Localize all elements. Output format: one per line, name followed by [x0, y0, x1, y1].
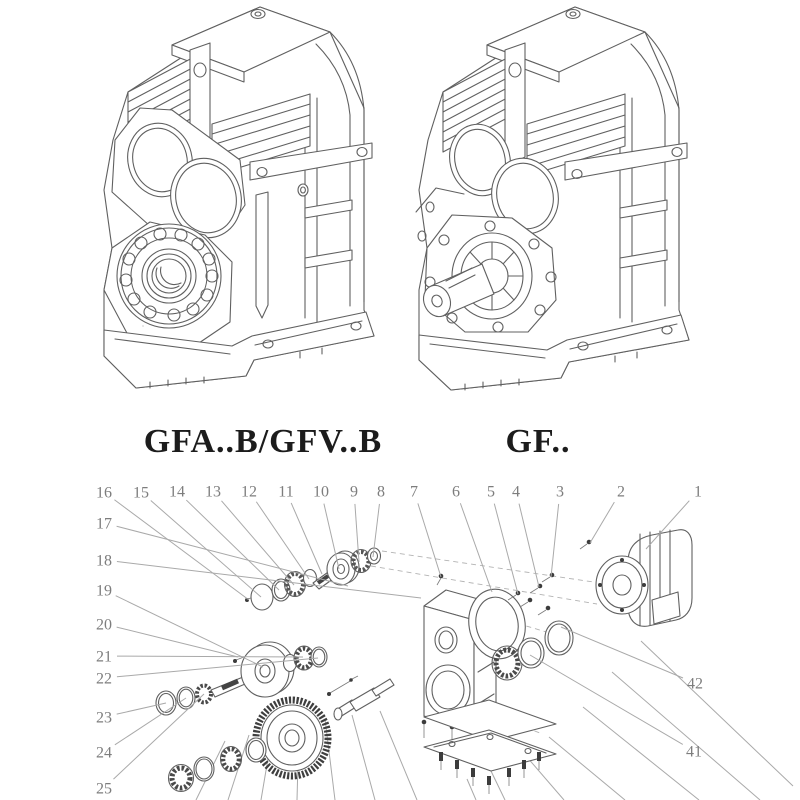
leader-line-12: [256, 502, 309, 579]
callout-number-11: 11: [278, 483, 294, 501]
callout-number-12: 12: [241, 483, 257, 501]
callout-number-21: 21: [96, 648, 112, 666]
callout-number-1: 1: [694, 483, 702, 501]
end-cap: [251, 584, 273, 610]
callout-number-5: 5: [487, 483, 495, 501]
callout-number-6: 6: [452, 483, 460, 501]
callout-number-9: 9: [350, 483, 358, 501]
leader-line-42: [561, 627, 683, 678]
callout-number-14: 14: [169, 483, 185, 501]
leader-line-2: [590, 502, 614, 543]
callout-number-41: 41: [686, 743, 702, 761]
callout-number-24: 24: [96, 744, 112, 762]
cover-plate: [424, 730, 556, 771]
front-pillar: [256, 192, 268, 318]
leader-line-17: [117, 526, 348, 586]
bottom-cover-assembly: [424, 700, 556, 794]
snap-ring: [545, 621, 573, 655]
leader-line-cutoff: [612, 672, 760, 800]
assembly-axis-line: [382, 551, 614, 585]
callout-number-18: 18: [96, 552, 112, 570]
callout-number-20: 20: [96, 616, 112, 634]
part-callouts: [96, 484, 703, 798]
motor-unit: [596, 530, 692, 627]
callout-number-23: 23: [96, 709, 112, 727]
bearing: [297, 649, 312, 668]
bearing: [223, 749, 239, 769]
callout-number-19: 19: [96, 582, 112, 600]
callout-number-4: 4: [512, 483, 520, 501]
callout-number-16: 16: [96, 484, 112, 502]
snap-ring: [194, 757, 214, 781]
callout-number-10: 10: [313, 483, 329, 501]
leader-line-6: [460, 503, 492, 592]
callout-number-25: 25: [96, 780, 112, 798]
output-gear-assembly: [169, 676, 395, 792]
leader-line-4: [519, 504, 539, 587]
leader-line-cutoff: [491, 771, 505, 800]
leader-line-cutoff: [549, 737, 625, 800]
leader-line-20: [117, 627, 238, 657]
leader-line-15: [151, 501, 261, 597]
callout-number-42: 42: [687, 675, 703, 693]
ball-bearing: [172, 768, 190, 788]
callout-number-13: 13: [205, 483, 221, 501]
oil-plug: [251, 10, 265, 19]
oil-plug: [566, 10, 580, 19]
callout-number-3: 3: [556, 483, 564, 501]
leader-line-cutoff: [380, 711, 417, 800]
callout-number-17: 17: [96, 515, 112, 533]
fastener-bolts: [508, 540, 591, 615]
callout-number-7: 7: [410, 483, 418, 501]
leader-line-cutoff: [352, 715, 375, 800]
leader-line-3: [551, 504, 559, 577]
right-gearbox-drawing: [416, 7, 689, 390]
leader-line-5: [494, 504, 518, 594]
leader-line-cutoff: [467, 779, 476, 800]
left-model-label: GFA..B/GFV..B: [143, 423, 383, 460]
callout-number-15: 15: [133, 484, 149, 502]
snap-ring: [518, 638, 544, 668]
leader-line-cutoff: [583, 707, 699, 800]
callout-number-8: 8: [377, 483, 385, 501]
callout-number-22: 22: [96, 670, 112, 688]
right-model-label: GF..: [505, 423, 571, 460]
leader-line-7: [418, 503, 441, 577]
exploded-view: [96, 484, 793, 800]
output-shaft-exploded: [327, 676, 394, 720]
left-gearbox-drawing: [104, 7, 374, 388]
leader-line-16: [114, 500, 249, 600]
leader-line-11: [291, 503, 322, 574]
leader-line-cutoff: [641, 641, 793, 786]
callout-number-2: 2: [617, 483, 625, 501]
